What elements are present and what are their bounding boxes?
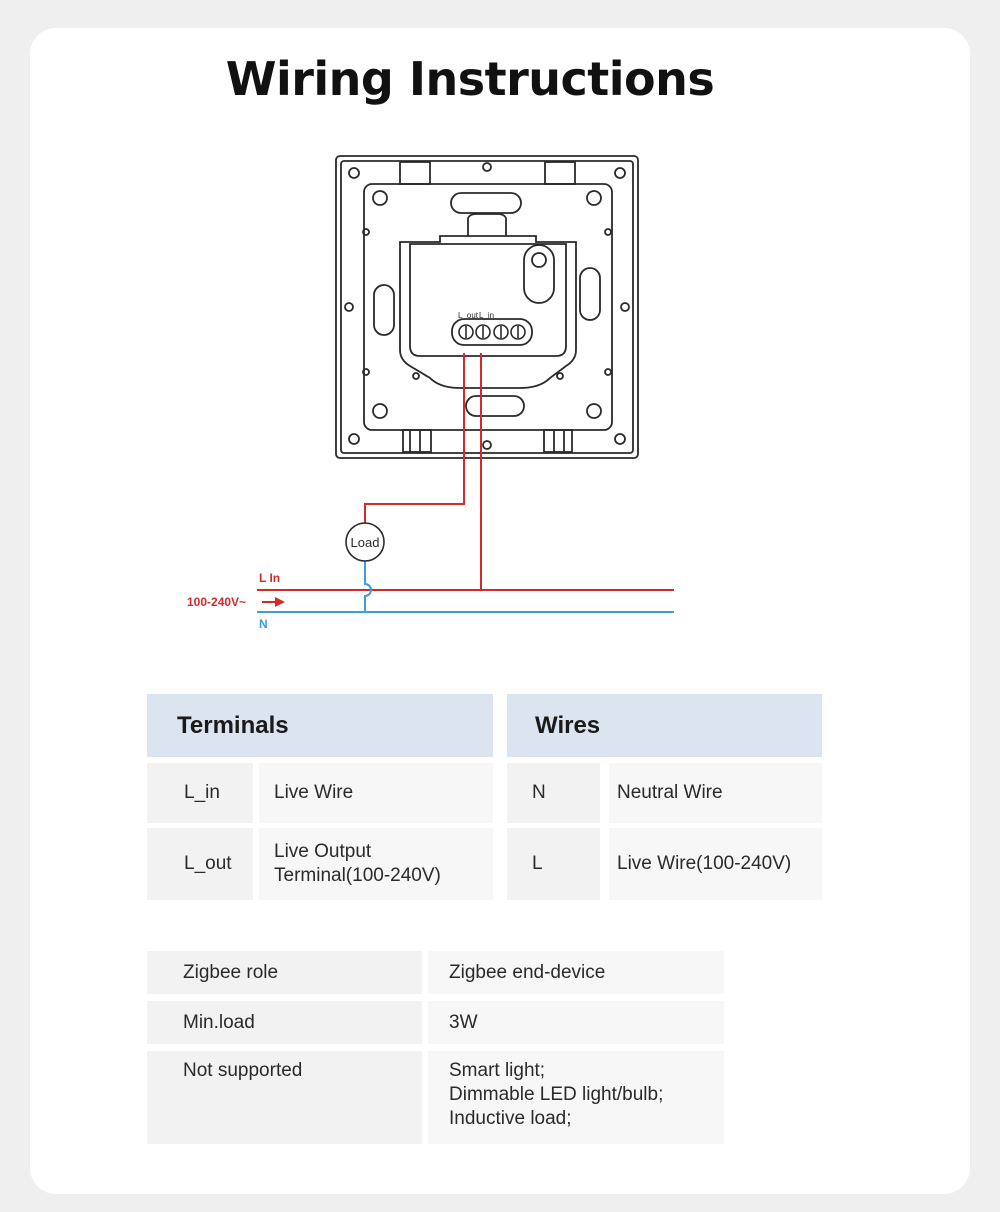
terminal-label-lout: L_out	[458, 311, 479, 320]
spec-zigbee-role-value: Zigbee end-device	[428, 951, 724, 994]
spec-min-load-label: Min.load	[147, 1001, 422, 1044]
wire-l-desc: Live Wire(100-240V)	[609, 828, 822, 900]
spec-not-supported-value	[428, 1051, 724, 1144]
terminal-lout-desc-line2: Terminal(100-240V)	[274, 865, 441, 886]
voltage-label: 100-240V~	[187, 595, 247, 609]
load-label: Load	[350, 535, 380, 550]
spec-zigbee-role-label: Zigbee role	[147, 951, 422, 994]
load-neutral-wire	[365, 561, 371, 612]
wire-n-desc: Neutral Wire	[609, 763, 822, 823]
wires-header: Wires	[507, 694, 822, 757]
terminal-screws	[459, 325, 525, 339]
page-title: Wiring Instructions	[225, 52, 715, 106]
terminals-header: Terminals	[147, 694, 493, 757]
terminal-label-lin: L_in	[479, 311, 495, 320]
spec-not-supported-label: Not supported	[147, 1051, 422, 1144]
not-supported-item: Dimmable LED light/bulb;	[449, 1084, 664, 1105]
neutral-wires	[257, 561, 674, 612]
spec-min-load-value: 3W	[428, 1001, 724, 1044]
not-supported-item: Inductive load;	[449, 1108, 572, 1129]
terminal-lout-cell: L_out	[147, 828, 253, 900]
arrow-right-icon	[262, 597, 285, 607]
terminal-lin-cell: L_in	[147, 763, 253, 823]
terminal-lin-desc: Live Wire	[259, 763, 493, 823]
line-in-label: L In	[259, 571, 281, 585]
terminal-lout-desc	[259, 828, 493, 900]
terminal-lout-desc-line1: Live Output	[274, 841, 372, 862]
wire-l-cell: L	[507, 828, 600, 900]
neutral-label: N	[259, 617, 268, 631]
not-supported-item: Smart light;	[449, 1060, 546, 1081]
switch-back-panel	[336, 156, 638, 458]
wire-n-cell: N	[507, 763, 600, 823]
